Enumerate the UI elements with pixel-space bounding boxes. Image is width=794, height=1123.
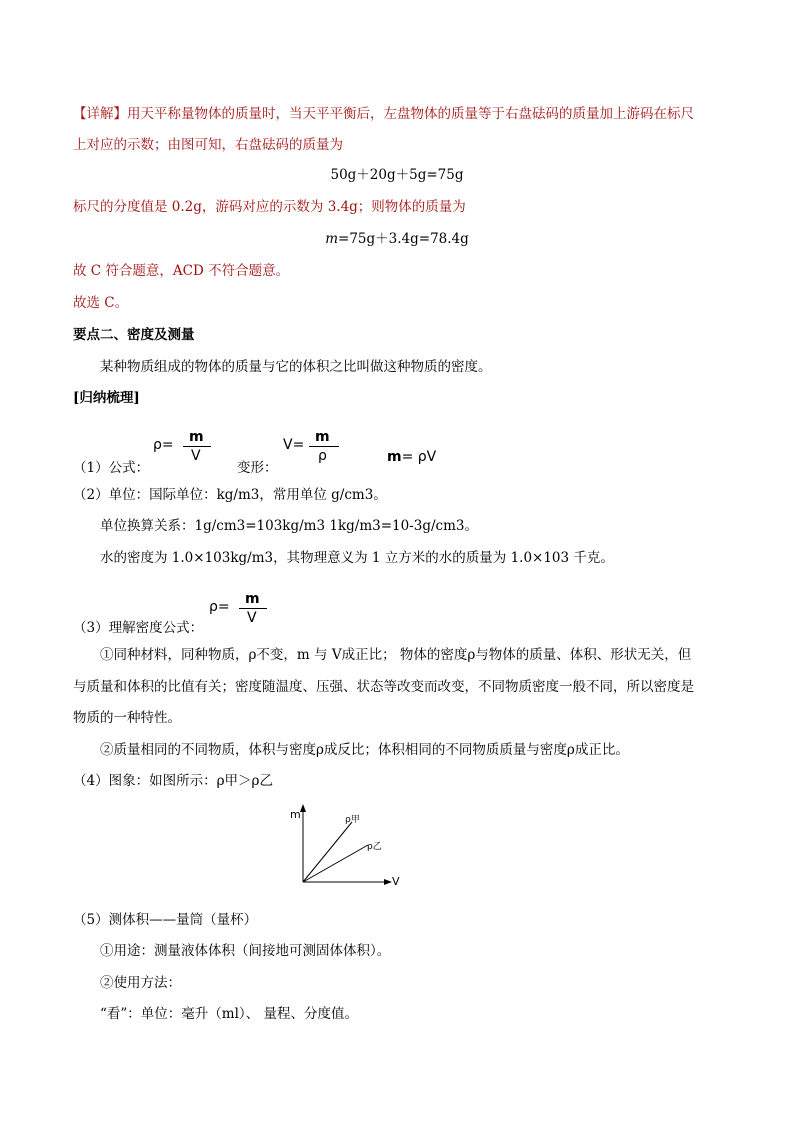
series-yi-line xyxy=(303,845,368,882)
density-definition: 某种物质组成的物体的质量与它的体积之比叫做这种物质的密度。 xyxy=(100,359,492,375)
x-axis-arrow xyxy=(384,879,392,885)
detail-line-3: 标尺的分度值是 0.2g，游码对应的示数为 3.4g；则物体的质量为 xyxy=(73,199,466,215)
mass-equation-rest: =75g＋3.4g=78.4g xyxy=(338,231,469,247)
units-line: （2）单位：国际单位：kg/m3，常用单位 g/cm3。 xyxy=(73,487,387,503)
detail-text-1: 用天平称量物体的质量时，当天平平衡后，左盘物体的质量等于右盘砝码的质量加上游码在标尺 xyxy=(127,106,694,122)
density-formula-numerator: m xyxy=(189,429,204,445)
understanding-point-1a: ①同种材料，同种物质，ρ不变，m 与 V成正比； 物体的密度ρ与物体的质量、体积、形状无关，但 xyxy=(100,647,692,663)
formula-label: （1）公式： xyxy=(73,460,150,476)
section-heading: 要点二、密度及测量 xyxy=(73,327,195,343)
water-density: 水的密度为 1.0×103kg/m3，其物理意义为 1 立方米的水的质量为 1.0×103 千克。 xyxy=(100,550,614,566)
density-formula-bar xyxy=(183,446,211,447)
volume-formula-bar xyxy=(309,446,339,447)
detail-tag: 【详解】 xyxy=(73,106,127,122)
detail-line-2: 上对应的示数；由图可知，右盘砝码的质量为 xyxy=(73,137,343,153)
detail-line-1 xyxy=(73,104,694,124)
understanding-label: （3）理解密度公式： xyxy=(73,620,204,636)
understanding-point-2: ②质量相同的不同物质，体积与密度ρ成反比；体积相同的不同物质质量与密度ρ成正比。 xyxy=(100,742,629,758)
understanding-point-1c: 物质的一种特性。 xyxy=(73,710,181,726)
volume-formula-denominator: ρ xyxy=(318,448,327,464)
volume-use: ①用途：测量液体体积（间接地可测固体体积）。 xyxy=(100,943,391,959)
volume-formula xyxy=(283,430,343,470)
volume-formula-numerator: m xyxy=(315,429,330,445)
equation-mass xyxy=(0,229,794,249)
density-formula-2-lhs: ρ= xyxy=(209,599,230,615)
equation-weights: 50g＋20g＋5g=75g xyxy=(330,167,464,183)
volume-heading: （5）测体积——量筒（量杯） xyxy=(73,912,258,928)
volume-method: ②使用方法： xyxy=(100,975,181,991)
mass-formula-rest: = ρV xyxy=(401,449,437,465)
y-axis-arrow xyxy=(300,804,306,812)
detail-line-4: 故 C 符合题意，ACD 不符合题意。 xyxy=(73,263,290,279)
density-formula xyxy=(153,430,213,470)
volume-formula-lhs: V= xyxy=(283,437,305,453)
mass-symbol: m xyxy=(325,231,339,247)
density-formula-lhs: ρ= xyxy=(153,437,174,453)
detail-line-5: 故选 C。 xyxy=(73,295,129,311)
graph-label: （4）图象：如图所示：ρ甲＞ρ乙 xyxy=(73,773,273,789)
density-formula-2 xyxy=(209,592,269,632)
density-formula-2-numerator: m xyxy=(245,591,260,607)
series-jia-line xyxy=(303,822,352,882)
graph-y-label: m xyxy=(290,808,301,821)
graph-series-yi-label: ρ乙 xyxy=(367,842,382,852)
graph-series-jia-label: ρ甲 xyxy=(345,815,360,825)
mass-formula-m: m xyxy=(387,449,402,465)
density-formula-2-denominator: V xyxy=(247,610,257,626)
understanding-point-1b: 与质量和体积的比值有关；密度随温度、压强、状态等改变而改变，不同物质密度一般不同，所以密度是 xyxy=(73,679,694,695)
unit-conversion: 单位换算关系：1g/cm3=103kg/m3 1kg/m3=10-3g/cm3。 xyxy=(100,518,478,534)
summary-heading: [归纳梳理] xyxy=(73,390,140,406)
volume-look: “看”：单位：毫升（ml）、 量程、分度值。 xyxy=(100,1006,358,1022)
transform-label: 变形： xyxy=(237,460,278,476)
density-formula-2-bar xyxy=(239,608,267,609)
mass-formula xyxy=(387,447,436,467)
graph-x-label: V xyxy=(392,875,400,888)
density-formula-denominator: V xyxy=(191,448,201,464)
